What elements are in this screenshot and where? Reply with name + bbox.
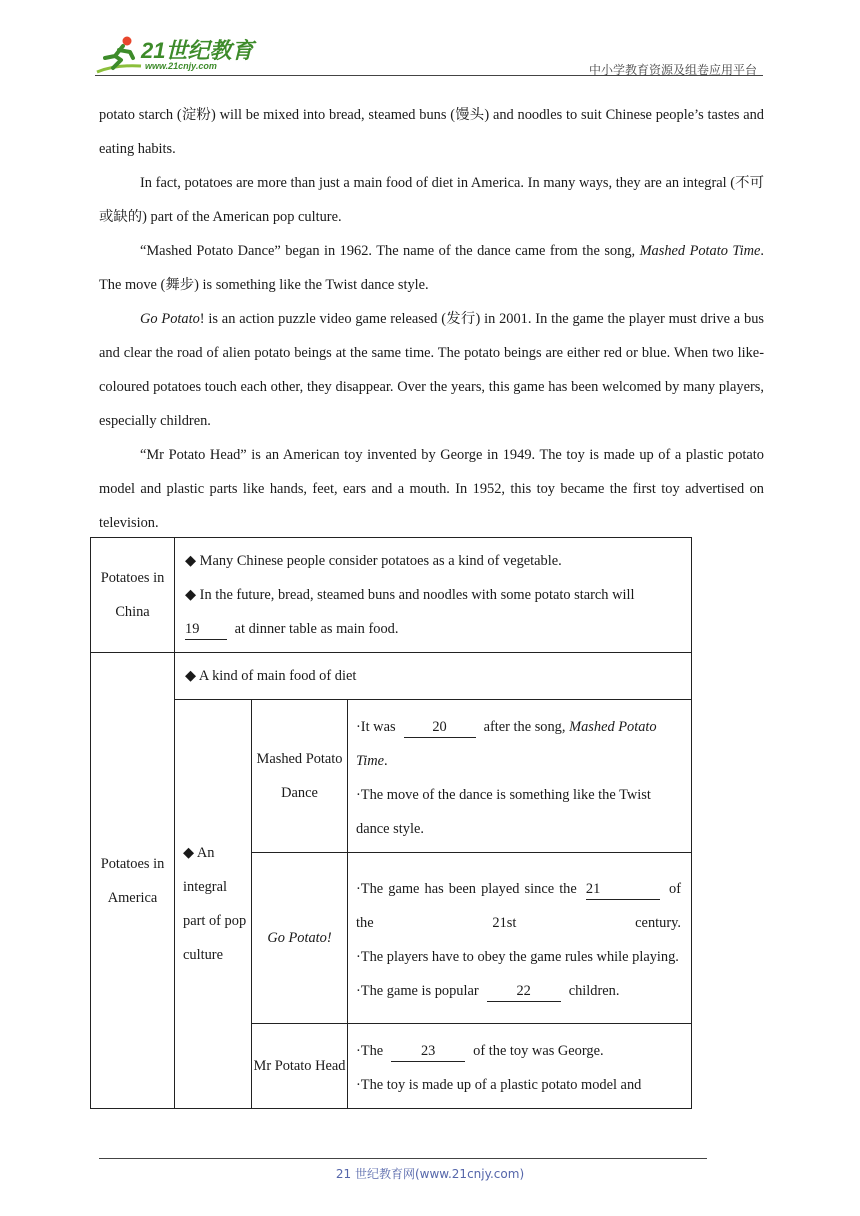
main-food-cell: ◆ A kind of main food of diet — [175, 653, 692, 700]
integral-cell: ◆ An integral part of pop culture — [175, 700, 252, 1109]
table-row — [91, 538, 692, 653]
go-potato-cell — [348, 853, 692, 1024]
footer-link[interactable]: 21 世纪教育网(www.21cnjy.com) — [335, 1167, 525, 1181]
footer-divider — [99, 1158, 707, 1159]
mr-potato-label: Mr Potato Head — [252, 1024, 348, 1109]
text: ·The game is popular — [356, 983, 479, 999]
mashed-label: Mashed Potato Dance — [252, 700, 348, 853]
row-label-china: Potatoes in China — [91, 538, 175, 653]
runner-logo-icon — [95, 34, 143, 76]
text: “Mashed Potato Dance” began in 1962. The name of the dance came from the song, — [140, 243, 640, 259]
china-line-2: ◆ In the future, bread, steamed buns and noodles with some potato starch will — [185, 587, 635, 603]
text: ! is an action puzzle video game released (发行) in 2001. In the game the player must drive a bus and clear the road of alien potato beings at the same time. The potato beings are either red or blue. When two like-coloured potatoes touch each other, they disappear. Over the years, this game has been welcomed by many players, especially children. — [99, 311, 764, 429]
go-potato-line-2: ·The players have to obey the game rules while playing. — [356, 949, 679, 965]
platform-name: 中小学教育资源及组卷应用平台 — [588, 63, 757, 77]
summary-table — [90, 537, 692, 1109]
go-potato-line-3 — [356, 974, 681, 1008]
logo-url: www.21cnjy.com — [145, 61, 217, 71]
text: . The move (舞步) is something like the Twist dance style. — [99, 243, 764, 293]
mr-potato-cell — [348, 1024, 692, 1109]
china-line-3 — [185, 612, 677, 646]
song-title: Mashed Potato Time — [356, 719, 657, 769]
answer-blank-19[interactable]: 19 — [185, 619, 227, 640]
site-logo[interactable] — [95, 34, 265, 74]
row-label-america: Potatoes in America — [91, 653, 175, 1109]
text: after the song, — [483, 719, 566, 735]
song-title: Mashed Potato Time — [639, 243, 761, 259]
paragraph-1: potato starch (淀粉) will be mixed into bread, steamed buns (馒头) and noodles to suit Chinese people’s tastes and eating habits. — [99, 107, 764, 157]
paragraph-5: “Mr Potato Head” is an American toy invented by George in 1949. The toy is made up of a plastic potato model and plastic parts like hands, feet, ears and a mouth. In 1952, this toy became the first toy advertised on television. — [99, 447, 764, 531]
text: ·It was — [356, 719, 396, 735]
answer-blank-23[interactable]: 23 — [391, 1041, 465, 1062]
game-title: Go Potato — [140, 311, 200, 327]
paragraph-2: In fact, potatoes are more than just a main food of diet in America. In many ways, they are an integral (不可或缺的) part of the American pop culture. — [99, 175, 764, 225]
china-cell — [175, 538, 692, 653]
answer-blank-21[interactable]: 21 — [586, 879, 660, 900]
table-row — [91, 653, 692, 700]
mr-potato-line-2: ·The toy is made up of a plastic potato model and — [356, 1077, 642, 1093]
mashed-line-2: ·The move of the dance is something like the Twist dance style. — [356, 787, 651, 837]
answer-blank-20[interactable]: 20 — [404, 717, 476, 738]
go-potato-label: Go Potato! — [252, 853, 348, 1024]
go-potato-line-1 — [356, 872, 681, 940]
answer-blank-22[interactable]: 22 — [487, 981, 561, 1002]
china-line-1: ◆ Many Chinese people consider potatoes as a kind of vegetable. — [185, 553, 562, 569]
page-header — [95, 30, 763, 78]
text: of the 21st century. — [356, 881, 681, 931]
header-divider — [95, 75, 763, 76]
text: ·The — [356, 1043, 384, 1059]
text: children. — [568, 983, 620, 999]
text: of the toy was George. — [473, 1043, 604, 1059]
text: . — [384, 753, 388, 769]
passage — [99, 98, 764, 540]
text: ·The game has been played since the — [356, 881, 577, 897]
text: at dinner table as main food. — [234, 621, 399, 637]
mashed-cell — [348, 700, 692, 853]
table-row — [91, 700, 692, 853]
mr-potato-line-1 — [356, 1034, 681, 1068]
logo-text: 21世纪教育 — [141, 38, 254, 63]
mashed-line-1 — [356, 710, 681, 778]
paragraph-4 — [99, 302, 764, 438]
paragraph-3 — [99, 234, 764, 302]
